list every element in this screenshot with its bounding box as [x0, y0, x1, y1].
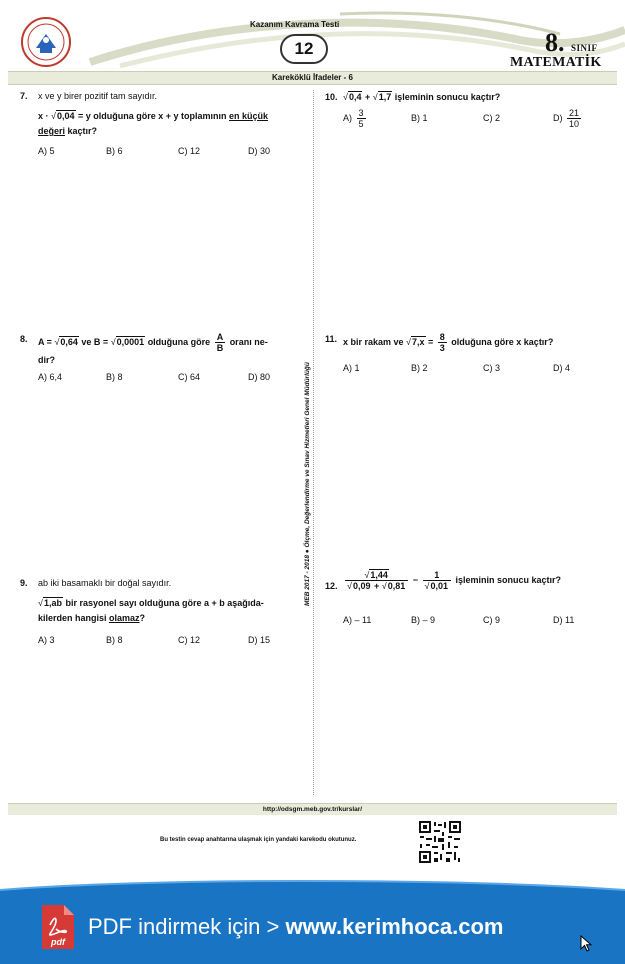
sqrt-symbol: √ [343, 92, 348, 102]
denominator: 3 [439, 343, 445, 353]
subject-title: MATEMATİK [510, 55, 602, 70]
option-b[interactable]: B) 8 [106, 372, 123, 382]
question-line: dir? [38, 355, 55, 365]
download-link[interactable] [88, 914, 504, 940]
denominator: B [216, 343, 224, 353]
grade-suffix: SINIF [571, 43, 598, 53]
question-body [343, 570, 613, 591]
text-fragment: + [362, 92, 373, 102]
sqrt-symbol: √ [347, 581, 352, 591]
question-number: 10. [325, 92, 338, 102]
question-number: 8. [20, 334, 28, 344]
denominator: 5 [358, 119, 364, 129]
option-d[interactable]: D) 80 [248, 372, 271, 382]
option-c[interactable]: C) 3 [483, 363, 501, 373]
option-b[interactable]: B) 1 [411, 113, 428, 123]
question-body [38, 332, 308, 368]
radicand: 0,81 [387, 581, 406, 591]
option-b[interactable]: B) 2 [411, 363, 428, 373]
option-a[interactable] [343, 108, 411, 129]
denominator [423, 581, 451, 591]
option-d[interactable]: D) 15 [248, 635, 271, 645]
pdf-icon-label: pdf [51, 937, 65, 947]
sqrt-symbol: √ [372, 92, 378, 102]
answer-options [38, 370, 270, 385]
option-a[interactable]: A) 3 [38, 635, 55, 645]
option-c[interactable]: C) 12 [178, 146, 201, 156]
question-11 [325, 332, 615, 382]
grade-label [545, 28, 598, 58]
option-a[interactable]: A) 1 [343, 363, 360, 373]
sqrt-symbol: √ [38, 598, 43, 608]
option-d[interactable]: D) 4 [553, 363, 571, 373]
text-fragment: = y olduğuna göre x + y toplamının [75, 111, 230, 121]
banner-site: www.kerimhoca.com [285, 914, 504, 939]
sqrt-symbol: √ [381, 581, 387, 591]
denominator: 10 [569, 119, 580, 129]
radicand: 0,4 [348, 92, 362, 102]
test-kind-label: Kazanım Kavrama Testi [250, 20, 340, 29]
text-fragment: x bir rakam ve [343, 336, 407, 347]
test-number-badge: 12 [280, 34, 328, 64]
fraction [345, 570, 408, 591]
question-stem-line: ab iki basamaklı bir doğal sayıdır. [38, 578, 172, 588]
question-number: 7. [20, 91, 28, 101]
text-fragment: bir rasyonel sayı olduğuna göre a + b aşağıda- [62, 598, 264, 608]
emphasis-text: en küçük [229, 111, 269, 121]
radicand: 0,09 [352, 581, 371, 591]
question-number: 12. [325, 581, 338, 591]
text-fragment: oranı ne- [227, 336, 268, 347]
fraction [215, 332, 226, 353]
question-line [343, 570, 613, 591]
column-divider [313, 90, 314, 795]
option-b[interactable]: B) 6 [106, 146, 123, 156]
option-d[interactable]: D) 11 [553, 615, 575, 625]
question-number: 11. [325, 334, 338, 344]
option-a[interactable]: A) 5 [38, 146, 55, 156]
sqrt-symbol: √ [406, 336, 411, 347]
sqrt-symbol: √ [424, 581, 430, 591]
topic-bar: Kareköklü İfadeler - 6 [8, 71, 617, 85]
emphasis-text: olamaz [109, 613, 140, 623]
pdf-file-icon [42, 905, 74, 949]
footer-url[interactable]: http://odsgm.meb.gov.tr/kurslar/ [8, 803, 617, 815]
sqrt-symbol: √ [54, 336, 60, 347]
sqrt-symbol: √ [110, 336, 116, 347]
option-label: A) [343, 112, 352, 123]
answer-options [38, 633, 270, 648]
option-a[interactable]: A) – 11 [343, 615, 372, 625]
sqrt-symbol: √ [51, 111, 56, 121]
text-fragment: işleminin sonucu kaçtır? [392, 92, 501, 102]
question-8 [20, 332, 310, 392]
sqrt-symbol: √ [364, 570, 370, 580]
option-label: D) [553, 112, 563, 123]
numerator: 8 [439, 332, 445, 342]
fraction [357, 108, 366, 129]
fraction [423, 570, 451, 591]
question-body [343, 90, 613, 105]
answer-options [343, 361, 570, 376]
option-d[interactable] [553, 108, 583, 129]
radicand: 1,7 [378, 92, 392, 102]
option-c[interactable]: C) 9 [483, 615, 501, 625]
question-body [38, 89, 308, 139]
question-9 [20, 576, 310, 656]
emphasis-text: değeri [38, 126, 66, 136]
text-fragment: kilerden hangisi [38, 613, 110, 623]
radicand: 0,04 [56, 111, 75, 121]
text-fragment: A = [38, 336, 55, 347]
question-12 [325, 570, 615, 630]
text-fragment: x · [38, 111, 52, 121]
numerator: 3 [358, 108, 364, 118]
answer-options [38, 144, 270, 159]
radicand: 1,ab [43, 598, 62, 608]
qr-code[interactable] [418, 820, 462, 864]
text-fragment: − [410, 574, 421, 585]
cursor-arrow-icon [580, 935, 594, 953]
text-fragment: = [425, 336, 436, 347]
ministry-logo [20, 16, 72, 68]
grade-number: 8. [545, 28, 565, 57]
question-line [38, 332, 308, 353]
question-line [38, 611, 308, 626]
option-a[interactable]: A) 6,4 [38, 372, 63, 382]
radicand: 0,64 [60, 336, 78, 347]
question-stem-line: x ve y birer pozitif tam sayıdır. [38, 91, 158, 101]
option-c[interactable]: C) 12 [178, 635, 201, 645]
text-fragment: ve B = [78, 336, 111, 347]
banner-prefix: PDF indirmek için > [88, 914, 286, 939]
answer-options [343, 613, 574, 628]
option-c[interactable]: C) 2 [483, 113, 501, 123]
text-fragment: + [371, 581, 382, 591]
question-7 [20, 89, 310, 169]
fraction [567, 108, 581, 129]
side-publisher-text: MEB 2017 - 2018 ● Ölçme, Değerlendirme ve Sınav Hizmetleri Genel Müdürlüğü [304, 362, 311, 606]
option-d[interactable]: D) 30 [248, 146, 271, 156]
question-number: 9. [20, 578, 28, 588]
question-line [343, 90, 613, 105]
answer-options [343, 108, 583, 129]
question-line [343, 332, 613, 353]
question-line [38, 596, 308, 611]
numerator: A [216, 332, 224, 342]
radicand: 7,x [412, 336, 425, 347]
question-line [38, 124, 308, 139]
denominator [345, 581, 408, 591]
question-line [38, 109, 308, 124]
qr-note: Bu testin cevap anahtarına ulaşmak için yandaki karekodu okutunuz. [160, 837, 357, 843]
text-fragment: olduğuna göre [145, 336, 213, 347]
option-c[interactable]: C) 64 [178, 372, 201, 382]
option-b[interactable]: B) 8 [106, 635, 123, 645]
text-fragment: işleminin sonucu kaçtır? [452, 574, 562, 585]
fraction [438, 332, 447, 353]
radicand: 0,0001 [116, 336, 145, 347]
option-b[interactable]: B) – 9 [411, 615, 436, 625]
question-body [343, 332, 613, 353]
numerator: 21 [569, 108, 580, 118]
radicand: 1,44 [370, 570, 388, 580]
radicand: 0,01 [430, 581, 448, 591]
question-10 [325, 90, 615, 140]
text-fragment: ? [139, 613, 146, 623]
text-fragment: olduğuna göre x kaçtır? [448, 336, 554, 347]
numerator: 1 [423, 570, 451, 581]
text-fragment: kaçtır? [65, 126, 98, 136]
question-body [38, 576, 308, 626]
